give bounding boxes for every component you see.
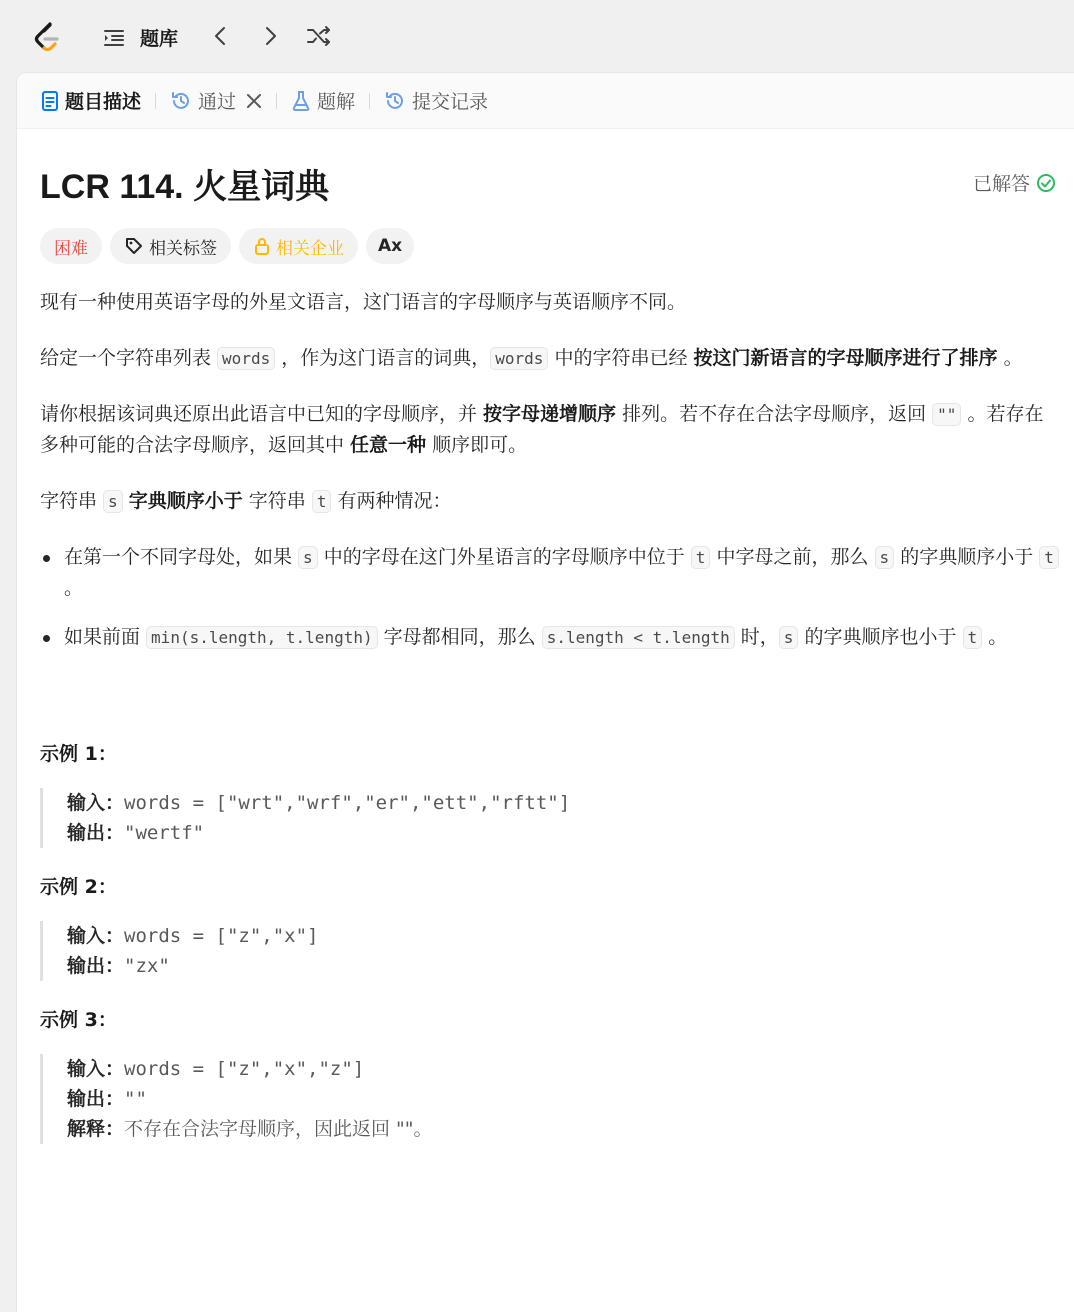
difficulty-badge[interactable]: 困难 (40, 228, 102, 264)
problem-list-label: 题库 (140, 28, 179, 50)
solved-label: 已解答 (972, 173, 1030, 195)
inline-code: s (875, 546, 895, 569)
flask-icon (291, 90, 311, 112)
solved-status (973, 169, 1056, 196)
translate-icon: Ax (378, 236, 403, 256)
inline-code: words (217, 347, 275, 370)
inline-code: s (779, 626, 799, 649)
inline-code: t (312, 490, 332, 513)
inline-code: t (1039, 546, 1059, 569)
tab-accepted-label: 通过 (198, 91, 237, 113)
tag-row (40, 228, 414, 264)
inline-code: words (490, 347, 548, 370)
lock-icon (253, 236, 271, 256)
list-item: 在第一个不同字母处，如果 s 中的字母在这门外星语言的字母顺序中位于 t 中字母之前，那么 s 的字典顺序小于 t 。 (40, 542, 1060, 604)
example-block (40, 788, 1060, 848)
close-icon[interactable] (246, 93, 262, 109)
list-item: 如果前面 min(s.length, t.length) 字母都相同，那么 s.length < t.length 时， s 的字典顺序也小于 t 。 (40, 622, 1060, 653)
rules-list (40, 542, 1060, 653)
tab-description[interactable] (35, 87, 147, 114)
top-navbar (0, 0, 1074, 72)
tab-divider (369, 93, 370, 109)
problem-title: LCR 114. 火星词典 (40, 168, 330, 206)
related-tags-label: 相关标签 (149, 238, 217, 259)
tab-solutions-label: 题解 (317, 91, 356, 113)
output-label: 输出： (67, 1088, 125, 1110)
prev-problem-icon[interactable] (210, 25, 232, 47)
next-problem-icon[interactable] (259, 25, 281, 47)
input-label: 输入： (67, 1058, 125, 1080)
example-input: words = ["z","x","z"] (124, 1058, 365, 1080)
example-input: words = ["wrt","wrf","er","ett","rftt"] (124, 792, 571, 814)
tab-solutions[interactable] (285, 87, 361, 114)
input-label: 输入： (67, 792, 125, 814)
tab-submissions[interactable] (378, 87, 494, 114)
example-heading: 示例 3： (40, 1009, 117, 1031)
description-paragraph: 现有一种使用英语字母的外星文语言，这门语言的字母顺序与英语顺序不同。 (40, 291, 687, 313)
example-input: words = ["z","x"] (124, 925, 319, 947)
description-paragraph: 请你根据该词典还原出此语言中已知的字母顺序，并 按字母递增顺序 排列。若不存在合法字母顺序，返回 "" 。若存在多种可能的合法字母顺序，返回其中 任意一种 顺序即可。 (40, 403, 1044, 456)
tab-divider (155, 93, 156, 109)
problem-description (40, 287, 1060, 1144)
inline-code: min(s.length, t.length) (146, 626, 378, 649)
output-label: 输出： (67, 955, 125, 977)
example-block (40, 1054, 1060, 1144)
history-icon (170, 90, 192, 112)
inline-code: t (691, 546, 711, 569)
related-companies-label: 相关企业 (276, 238, 344, 259)
problem-list-button[interactable] (102, 24, 178, 51)
shuffle-icon[interactable] (306, 24, 332, 48)
tag-icon (124, 236, 144, 256)
tab-divider (276, 93, 277, 109)
inline-code: "" (932, 403, 961, 426)
example-output: "wertf" (124, 822, 205, 844)
example-output: "zx" (124, 955, 170, 977)
inline-code: t (963, 626, 983, 649)
tab-submissions-label: 提交记录 (412, 91, 489, 113)
example-explanation: 不存在合法字母顺序，因此返回 ""。 (124, 1118, 433, 1140)
description-paragraph: 字符串 s 字典顺序小于 字符串 t 有两种情况： (40, 490, 452, 512)
tab-accepted[interactable] (164, 87, 268, 114)
check-circle-icon (1036, 173, 1056, 193)
example-heading: 示例 1： (40, 743, 117, 765)
inline-code: s (298, 546, 318, 569)
example-heading: 示例 2： (40, 876, 117, 898)
output-label: 输出： (67, 822, 125, 844)
explain-label: 解释： (67, 1118, 125, 1140)
related-companies-button[interactable] (239, 228, 358, 264)
inline-code: s.length < t.length (542, 626, 735, 649)
history-icon (384, 90, 406, 112)
example-output: "" (124, 1088, 147, 1110)
tab-description-label: 题目描述 (65, 91, 142, 113)
tab-bar (17, 73, 1074, 129)
related-tags-button[interactable] (110, 228, 231, 264)
list-indent-icon (102, 26, 126, 50)
example-block (40, 921, 1060, 981)
translate-button[interactable] (366, 228, 414, 264)
problem-panel (16, 72, 1074, 1312)
leetcode-logo-icon[interactable] (30, 20, 64, 54)
input-label: 输入： (67, 925, 125, 947)
description-paragraph: 给定一个字符串列表 words ，作为这门语言的词典， words 中的字符串已经 按这门新语言的字母顺序进行了排序 。 (40, 347, 1023, 369)
inline-code: s (103, 490, 123, 513)
document-icon (41, 91, 59, 111)
